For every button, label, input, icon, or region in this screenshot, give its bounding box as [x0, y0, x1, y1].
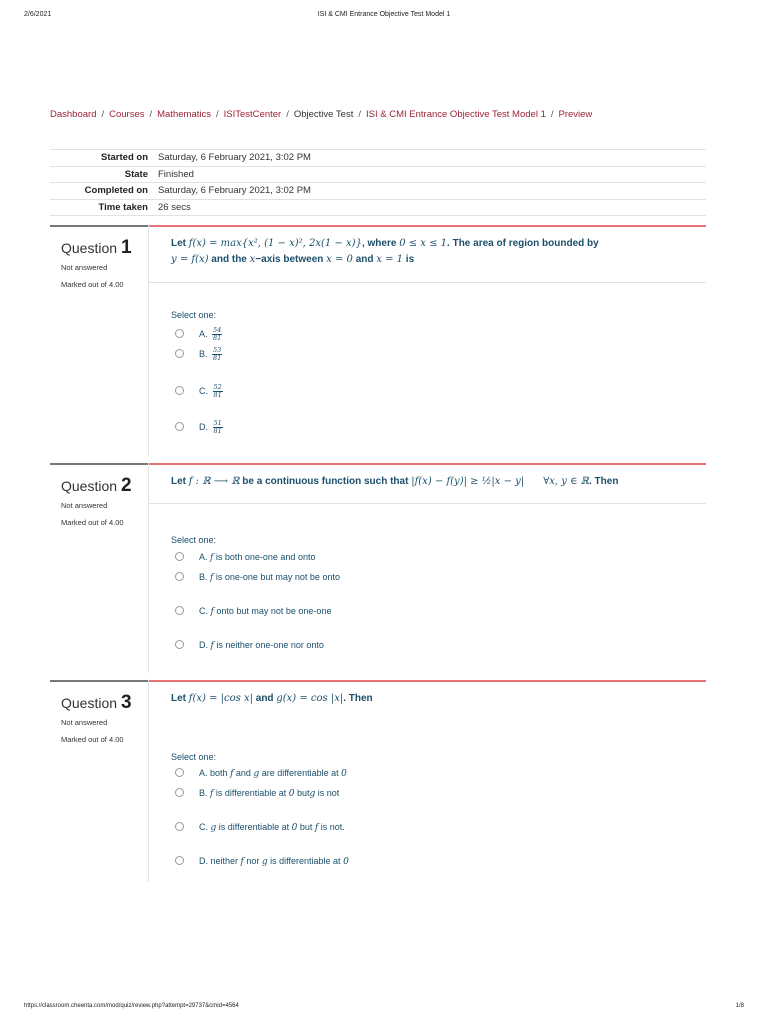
radio-button[interactable] — [175, 822, 184, 831]
breadcrumb-courses[interactable]: Courses — [109, 109, 145, 120]
question-formulation — [149, 463, 706, 490]
question-marks: Marked out of 4.00 — [61, 735, 124, 744]
fraction: $\frac{54}{81}$ — [213, 326, 222, 342]
question-content — [148, 225, 706, 455]
breadcrumb-separator: / — [149, 109, 153, 120]
summary-value: Finished — [158, 166, 706, 183]
radio-button[interactable] — [175, 768, 184, 777]
breadcrumb — [50, 109, 592, 120]
option-c[interactable]: C. $\frac{52}{81}$ — [175, 384, 223, 399]
fraction: $\frac{53}{81}$ — [213, 346, 222, 362]
option-b[interactable]: B. f is differentiable at 0 butg is not — [175, 788, 339, 799]
question-marks: Marked out of 4.00 — [61, 280, 124, 289]
summary-value: Saturday, 6 February 2021, 3:02 PM — [158, 183, 706, 200]
option-d[interactable]: D. neither f nor g is differentiable at 0 — [175, 856, 349, 867]
option-d[interactable]: D. f is neither one-one nor onto — [175, 640, 324, 651]
radio-button[interactable] — [175, 329, 184, 338]
select-one-prompt: Select one: — [171, 752, 217, 762]
summary-label: Completed on — [50, 183, 158, 200]
breadcrumb-separator: / — [358, 109, 361, 120]
divider — [149, 282, 706, 283]
question-formulation — [149, 225, 706, 268]
question-2 — [50, 463, 706, 673]
print-date: 2/6/2021 — [24, 11, 52, 18]
question-status: Not answered — [61, 263, 108, 272]
select-one-prompt: Select one: — [171, 310, 217, 320]
option-a[interactable]: A. $\frac{54}{81}$ — [175, 327, 222, 342]
summary-row-time — [50, 199, 706, 216]
question-1 — [50, 225, 706, 455]
summary-row-state — [50, 166, 706, 183]
radio-button[interactable] — [175, 572, 184, 581]
option-a[interactable]: A. f is both one-one and onto — [175, 552, 315, 563]
breadcrumb-dashboard[interactable]: Dashboard — [50, 109, 97, 120]
question-info — [50, 463, 148, 527]
radio-button[interactable] — [175, 349, 184, 358]
radio-button[interactable] — [175, 856, 184, 865]
option-c[interactable]: C. f onto but may not be one-one — [175, 606, 331, 617]
option-b[interactable]: B. $\frac{53}{81}$ — [175, 347, 222, 362]
radio-button[interactable] — [175, 552, 184, 561]
summary-row-completed — [50, 183, 706, 200]
option-d[interactable]: D. $\frac{51}{81}$ — [175, 420, 223, 435]
print-header — [24, 11, 744, 21]
question-info — [50, 225, 148, 289]
breadcrumb-quiz[interactable]: ISI & CMI Entrance Objective Test Model 1 — [365, 109, 546, 120]
breadcrumb-isitestcenter[interactable]: ISITestCenter — [223, 109, 282, 120]
select-one-prompt: Select one: — [171, 535, 217, 545]
question-text: Let f(x) = max{x², (1 − x)², 2x(1 − x)}, where 0 ≤ x ≤ 1. The area of region bounded by y = f(x) and the x−axis between x = 0 and x = 1 is — [171, 238, 599, 265]
fraction: $\frac{52}{81}$ — [213, 383, 222, 399]
question-number: Question 1 — [61, 237, 132, 258]
divider — [149, 503, 706, 504]
summary-value: 26 secs — [158, 199, 706, 216]
question-marks: Marked out of 4.00 — [61, 518, 124, 527]
print-title: ISI & CMI Entrance Objective Test Model 1 — [317, 11, 451, 18]
question-text: Let f : ℝ ⟶ ℝ be a continuous function such that |f(x) − f(y)| ≥ ½|x − y| ∀x, y ∈ ℝ. Then — [171, 476, 619, 487]
print-footer — [24, 1003, 744, 1013]
breadcrumb-mathematics[interactable]: Mathematics — [157, 109, 211, 120]
option-c[interactable]: C. g is differentiable at 0 but f is not. — [175, 822, 345, 833]
summary-label: Time taken — [50, 199, 158, 216]
breadcrumb-preview[interactable]: Preview — [558, 109, 593, 120]
breadcrumb-objective-test: Objective Test — [293, 109, 354, 120]
summary-label: State — [50, 166, 158, 183]
breadcrumb-separator: / — [550, 109, 554, 120]
summary-row-started — [50, 150, 706, 167]
option-a[interactable]: A. both f and g are differentiable at 0 — [175, 768, 347, 779]
print-page-number: 1/8 — [735, 1003, 744, 1009]
print-url: https://classroom.cheenta.com/mod/quiz/review.php?attempt=29737&cmid=4564 — [24, 1003, 239, 1009]
option-b[interactable]: B. f is one-one but may not be onto — [175, 572, 340, 583]
summary-label: Started on — [50, 150, 158, 167]
attempt-summary-table — [50, 149, 706, 216]
question-number: Question 3 — [61, 692, 132, 713]
radio-button[interactable] — [175, 788, 184, 797]
question-3 — [50, 680, 706, 882]
question-info — [50, 680, 148, 744]
radio-button[interactable] — [175, 640, 184, 649]
question-status: Not answered — [61, 501, 108, 510]
question-content — [148, 463, 706, 673]
breadcrumb-separator: / — [216, 109, 219, 120]
radio-button[interactable] — [175, 422, 184, 431]
summary-value: Saturday, 6 February 2021, 3:02 PM — [158, 150, 706, 167]
question-status: Not answered — [61, 718, 108, 727]
radio-button[interactable] — [175, 606, 184, 615]
question-content — [148, 680, 706, 882]
breadcrumb-separator: / — [101, 109, 105, 120]
question-number: Question 2 — [61, 475, 132, 496]
radio-button[interactable] — [175, 386, 184, 395]
question-text: Let f(x) = |cos x| and g(x) = cos |x|. Then — [171, 693, 373, 704]
question-formulation — [149, 680, 706, 707]
fraction: $\frac{51}{81}$ — [213, 419, 222, 435]
breadcrumb-separator: / — [286, 109, 289, 120]
